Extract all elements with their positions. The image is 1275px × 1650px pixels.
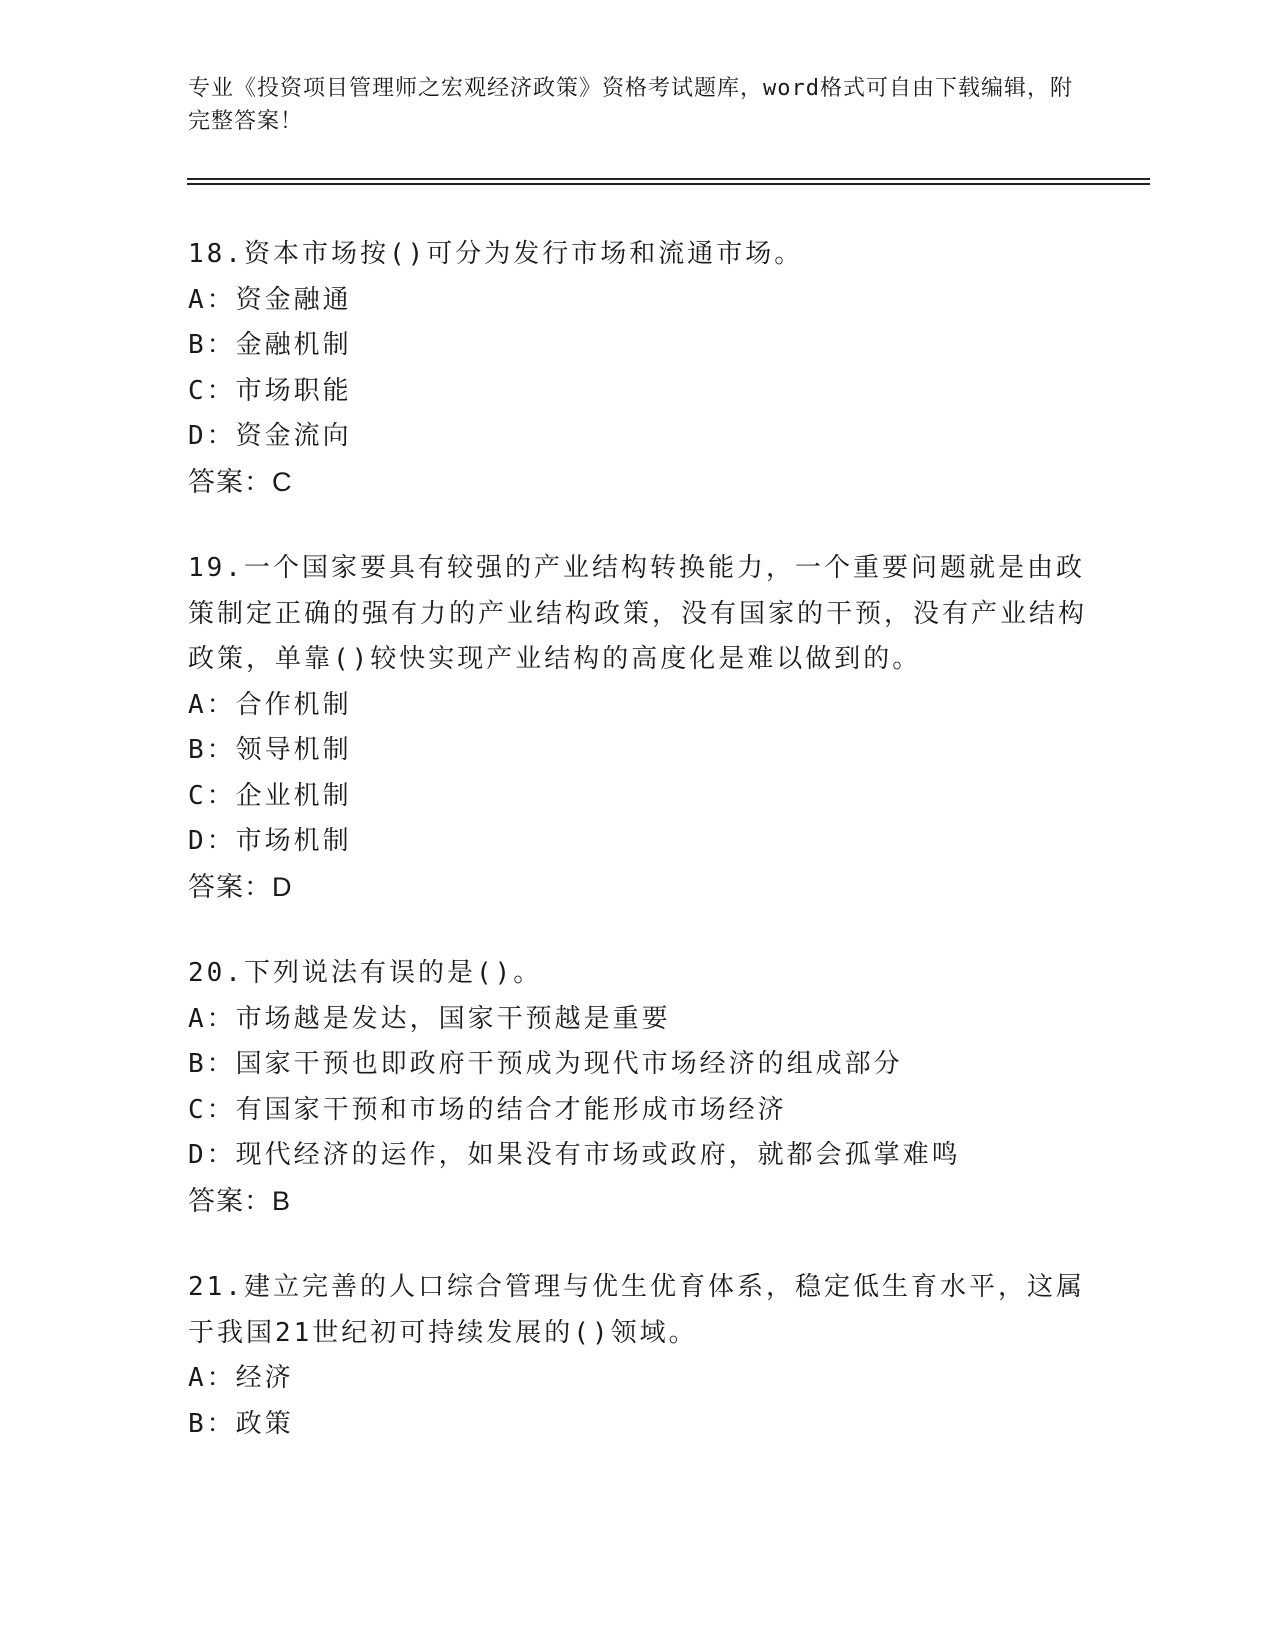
question-stem: 21.建立完善的人口综合管理与优生优育体系，稳定低生育水平，这属于我国21世纪初可持续发展的()领域。 [188, 1272, 1085, 1348]
option-a: A：合作机制 [188, 689, 352, 720]
answer-line: 答案：C [188, 466, 293, 497]
question-18 [188, 232, 1088, 505]
question-stem: 20.下列说法有误的是()。 [188, 958, 543, 988]
option-d: D：现代经济的运作，如果没有市场或政府，就都会孤掌难鸣 [188, 1140, 961, 1170]
option-b: B：政策 [188, 1408, 294, 1439]
option-b: B：国家干预也即政府干预成为现代市场经济的组成部分 [188, 1049, 903, 1079]
answer-line: 答案：B [188, 1185, 292, 1216]
option-b: B：领导机制 [188, 735, 352, 765]
question-stem: 18.资本市场按()可分为发行市场和流通市场。 [188, 239, 804, 269]
option-d: D：资金流向 [188, 421, 352, 451]
option-a: A：资金融通 [188, 284, 352, 315]
header-divider-second [187, 183, 1150, 185]
option-a: A：市场越是发达，国家干预越是重要 [188, 1003, 671, 1034]
option-d: D：市场机制 [188, 826, 352, 856]
option-c: C：有国家干预和市场的结合才能形成市场经济 [188, 1094, 787, 1125]
answer-line: 答案：D [188, 871, 293, 902]
option-a: A：经济 [188, 1363, 294, 1393]
option-b: B：金融机制 [188, 330, 352, 360]
question-list [188, 232, 1088, 1488]
question-stem: 19.一个国家要具有较强的产业结构转换能力，一个重要问题就是由政策制定正确的强有力的产业结构政策，没有国家的干预，没有产业结构政策，单靠()较快实现产业结构的高度化是难以做到的。 [188, 553, 1088, 674]
option-c: C：市场职能 [188, 375, 352, 406]
question-19 [188, 546, 1088, 910]
question-20 [188, 951, 1088, 1224]
option-c: C：企业机制 [188, 780, 352, 811]
header-divider [187, 178, 1150, 180]
question-21 [188, 1265, 1088, 1447]
document-header: 专业《投资项目管理师之宏观经济政策》资格考试题库，word格式可自由下载编辑，附完整答案！ [188, 76, 1073, 134]
